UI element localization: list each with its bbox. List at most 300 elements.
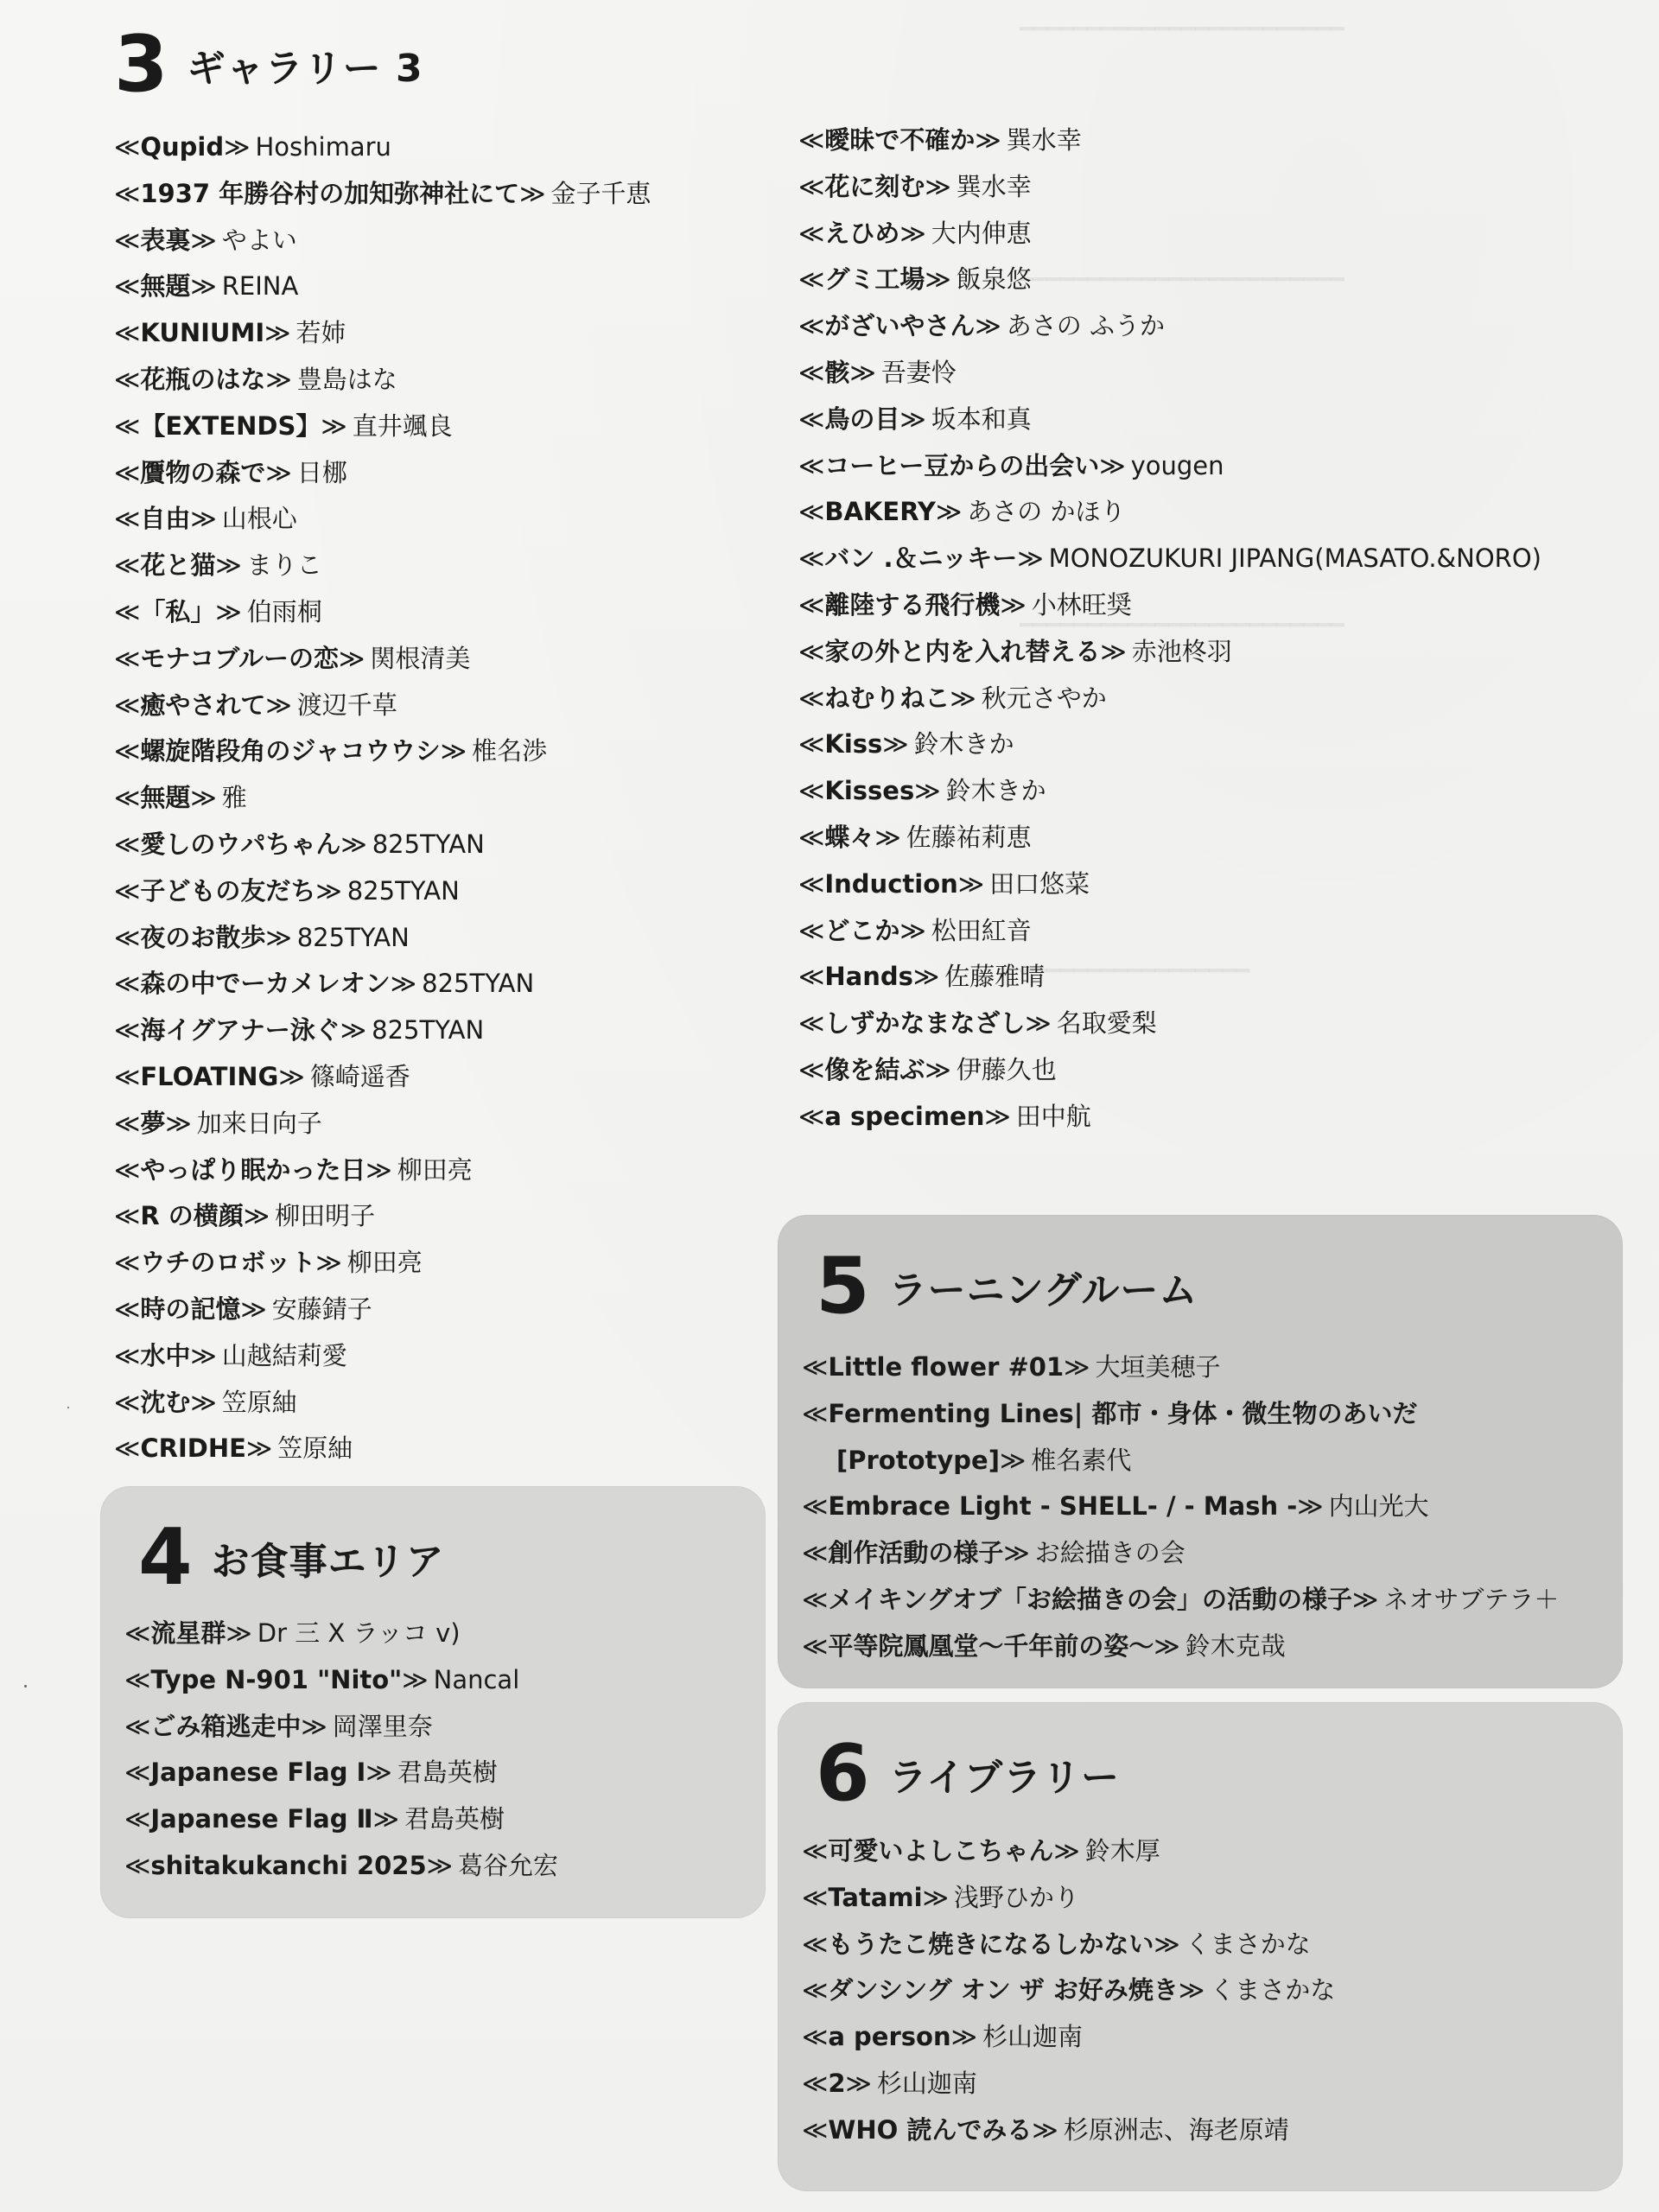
- artist-name: 椎名渉: [472, 736, 548, 766]
- close-bracket: ≫: [264, 318, 291, 348]
- work-title: もうたこ焼きになるしかない: [828, 1929, 1154, 1959]
- list-item: [802, 1577, 1559, 1624]
- gallery3-list-left: [114, 124, 652, 1472]
- open-bracket: ≪: [798, 1008, 825, 1039]
- open-bracket: ≪: [114, 1294, 141, 1324]
- open-bracket: ≪: [798, 311, 825, 341]
- open-bracket: ≪: [802, 1398, 829, 1428]
- artist-name: MONOZUKURI JIPANG(MASATO.&NORO): [1048, 543, 1541, 574]
- work-title: CRIDHE: [140, 1433, 246, 1464]
- list-item: [114, 1333, 652, 1380]
- artist-name: 鈴木厚: [1084, 1836, 1160, 1866]
- list-item: [114, 124, 652, 171]
- work-title: shitakukanchi 2025: [150, 1850, 427, 1880]
- list-item: [798, 303, 1541, 350]
- list-item: [114, 1380, 652, 1427]
- section-title: お食事エリア: [211, 1540, 445, 1584]
- list-item: [802, 1875, 1335, 1922]
- close-bracket: ≫: [301, 1711, 327, 1741]
- close-bracket: ≫: [1297, 1491, 1324, 1522]
- list-item: [798, 768, 1541, 815]
- work-title: Hands: [824, 962, 913, 992]
- work-title: BAKERY: [824, 497, 936, 527]
- section-number: 6: [816, 1728, 870, 1819]
- artist-name: 岡澤里奈: [332, 1711, 433, 1741]
- open-bracket: ≪: [802, 1836, 829, 1866]
- artist-name: 田口悠菜: [989, 868, 1090, 899]
- work-title: 鳥の目: [824, 404, 900, 434]
- artist-name: くまさかな: [1185, 1929, 1311, 1959]
- list-item: [114, 1054, 652, 1101]
- close-bracket: ≫: [925, 171, 951, 201]
- list-item: [124, 1611, 558, 1657]
- work-title: 夢: [140, 1108, 166, 1138]
- artist-name: 赤池柊羽: [1131, 636, 1232, 666]
- list-item: [114, 310, 652, 357]
- list-item: [114, 961, 652, 1007]
- open-bracket: ≪: [798, 776, 825, 806]
- work-title: 花と猫: [140, 550, 216, 581]
- artist-name: 飯泉悠: [956, 264, 1032, 295]
- close-bracket: ≫: [1064, 1352, 1090, 1382]
- open-bracket: ≪: [802, 1352, 829, 1382]
- work-title: 癒やされて: [140, 690, 266, 720]
- work-title: 家の外と内を入れ替える: [824, 636, 1101, 666]
- open-bracket: ≪: [798, 357, 825, 387]
- work-title: 花に刻む: [824, 171, 925, 201]
- learning-panel: [778, 1215, 1623, 1688]
- open-bracket: ≪: [798, 497, 825, 527]
- work-title: WHO 読んでみる: [828, 2114, 1033, 2145]
- list-item: [802, 1624, 1559, 1670]
- artist-name: ネオサブテラ＋: [1383, 1584, 1560, 1614]
- artist-name: 825TYAN: [346, 875, 460, 906]
- artist-name: 825TYAN: [372, 829, 485, 859]
- learning-header: [816, 1241, 1198, 1332]
- close-bracket: ≫: [365, 1758, 392, 1788]
- artist-name: 渡辺千草: [296, 690, 397, 720]
- list-item: [798, 1094, 1541, 1141]
- section-number: 3: [114, 19, 168, 110]
- work-title: 自由: [140, 504, 191, 534]
- work-title: KUNIUMI: [140, 318, 265, 348]
- close-bracket: ≫: [1099, 450, 1126, 480]
- artist-name: あさの かほり: [967, 497, 1126, 527]
- list-item: [114, 1287, 652, 1333]
- work-title: Fermenting Lines| 都市・身体・微生物のあいだ: [828, 1398, 1418, 1428]
- work-title-continued: [Prototype]: [836, 1445, 1000, 1475]
- open-bracket: ≪: [802, 2114, 829, 2145]
- open-bracket: ≪: [798, 125, 825, 155]
- library-list: [802, 1828, 1335, 2154]
- close-bracket: ≫: [190, 783, 217, 813]
- open-bracket: ≪: [114, 225, 141, 255]
- list-item: [114, 357, 652, 404]
- work-title: ウチのロボット: [140, 1248, 316, 1278]
- open-bracket: ≪: [114, 1433, 141, 1464]
- artist-name: 825TYAN: [422, 969, 535, 999]
- open-bracket: ≪: [114, 364, 141, 394]
- close-bracket: ≫: [1352, 1584, 1379, 1614]
- close-bracket: ≫: [899, 218, 926, 248]
- open-bracket: ≪: [798, 1101, 825, 1131]
- work-title: 無題: [140, 271, 191, 302]
- close-bracket: ≫: [950, 683, 976, 713]
- work-title: 曖昧で不確か: [824, 125, 976, 155]
- work-title: 【EXTENDS】: [140, 410, 321, 441]
- open-bracket: ≪: [124, 1850, 151, 1880]
- open-bracket: ≪: [114, 596, 141, 626]
- open-bracket: ≪: [114, 783, 141, 813]
- work-title: えひめ: [824, 218, 900, 248]
- close-bracket: ≫: [278, 1061, 305, 1091]
- section-number: 4: [138, 1512, 193, 1603]
- close-bracket: ≫: [340, 829, 367, 859]
- list-item: [802, 2107, 1335, 2154]
- artist-name: まりこ: [246, 550, 322, 581]
- list-item: [114, 1147, 652, 1194]
- artist-name: Hoshimaru: [255, 132, 391, 162]
- open-bracket: ≪: [798, 218, 825, 248]
- list-item: [114, 1101, 652, 1147]
- open-bracket: ≪: [114, 643, 141, 673]
- close-bracket: ≫: [1100, 636, 1127, 666]
- artist-name: 大垣美穂子: [1095, 1352, 1221, 1382]
- show-through-decoration: ━━━━━━━━━━━━━━━━━: [1020, 958, 1250, 984]
- artist-name: 秋元さやか: [981, 683, 1107, 713]
- list-item: [114, 496, 652, 543]
- show-through-decoration: ━━━━━━━━━━━━━━━━━━━━━━━━: [1020, 267, 1344, 293]
- library-panel: [778, 1702, 1623, 2191]
- close-bracket: ≫: [1025, 1008, 1052, 1039]
- work-title: Kisses: [824, 776, 915, 806]
- dining-panel: [100, 1486, 766, 1918]
- artist-name: 日梛: [296, 457, 347, 487]
- artist-name: 鈴木克哉: [1185, 1630, 1286, 1661]
- list-item: [114, 1240, 652, 1287]
- list-item: [798, 582, 1541, 629]
- close-bracket: ≫: [984, 1101, 1011, 1131]
- work-title: 創作活動の様子: [828, 1538, 1004, 1568]
- artist-name: 君島英樹: [397, 1758, 498, 1788]
- close-bracket: ≫: [899, 404, 926, 434]
- close-bracket: ≫: [925, 1054, 951, 1084]
- open-bracket: ≪: [802, 1929, 829, 1959]
- list-item: [798, 536, 1541, 582]
- work-title: 「私」: [140, 596, 216, 626]
- artist-name: 田中航: [1015, 1101, 1091, 1131]
- list-item: [802, 1530, 1559, 1577]
- work-title: ダンシング オン ザ お好み焼き: [828, 1975, 1179, 2005]
- close-bracket: ≫: [925, 264, 951, 295]
- artist-name: 吾妻怜: [880, 357, 957, 387]
- artist-name: 雅: [221, 783, 247, 813]
- open-bracket: ≪: [114, 1061, 141, 1091]
- open-bracket: ≪: [114, 178, 141, 208]
- artist-name: 佐藤祐莉恵: [906, 822, 1032, 852]
- artist-name: 巽水幸: [956, 171, 1032, 201]
- list-item: [798, 257, 1541, 303]
- open-bracket: ≪: [114, 318, 141, 348]
- work-title: FLOATING: [140, 1061, 279, 1091]
- open-bracket: ≪: [802, 1882, 829, 1912]
- open-bracket: ≪: [798, 636, 825, 666]
- open-bracket: ≪: [114, 736, 141, 766]
- list-item: [798, 861, 1541, 908]
- artist-name: 杉原洲志、海老原靖: [1063, 2114, 1289, 2145]
- close-bracket: ≫: [1017, 543, 1044, 574]
- list-item: [802, 1828, 1335, 1875]
- open-bracket: ≪: [114, 132, 141, 162]
- open-bracket: ≪: [114, 1015, 141, 1046]
- list-item: [114, 728, 652, 775]
- close-bracket: ≫: [519, 178, 546, 208]
- section-title: ラーニングルーム: [888, 1268, 1198, 1313]
- artist-name: 巽水幸: [1006, 125, 1082, 155]
- list-item: [114, 775, 652, 822]
- close-bracket: ≫: [265, 922, 292, 952]
- show-through-decoration: ━━━━━━━━━━━━━━━━━━━━━━━━: [1020, 613, 1344, 639]
- open-bracket: ≪: [124, 1758, 151, 1788]
- open-bracket: ≪: [124, 1618, 151, 1648]
- work-title: 表裏: [140, 225, 191, 255]
- list-item: [114, 1007, 652, 1054]
- work-title: 離陸する飛行機: [824, 589, 1001, 620]
- work-title: Kiss: [824, 729, 883, 760]
- close-bracket: ≫: [190, 1340, 217, 1370]
- close-bracket: ≫: [190, 271, 217, 302]
- open-bracket: ≪: [114, 969, 141, 999]
- list-item: [802, 1967, 1335, 2014]
- work-title: R の横顔: [140, 1201, 244, 1231]
- close-bracket: ≫: [240, 1294, 267, 1324]
- artist-name: 坂本和真: [931, 404, 1032, 434]
- open-bracket: ≪: [798, 822, 825, 852]
- close-bracket: ≫: [899, 915, 926, 945]
- open-bracket: ≪: [124, 1664, 151, 1694]
- work-title: Embrace Light - SHELL- / - Mash -: [828, 1491, 1298, 1522]
- close-bracket: ≫: [372, 1804, 400, 1834]
- open-bracket: ≪: [114, 550, 141, 581]
- artist-name: 佐藤雅晴: [944, 962, 1046, 992]
- list-item: [798, 815, 1541, 861]
- open-bracket: ≪: [124, 1804, 151, 1834]
- artist-name: 山根心: [221, 504, 297, 534]
- list-item: [798, 350, 1541, 397]
- gallery3-list-right-wrapper: [798, 118, 1541, 1141]
- close-bracket: ≫: [1003, 1538, 1030, 1568]
- close-bracket: ≫: [315, 1248, 342, 1278]
- artist-name: 安藤錆子: [271, 1294, 372, 1324]
- work-title: a specimen: [824, 1101, 985, 1131]
- work-title: 夜のお散歩: [140, 922, 266, 952]
- list-item: [798, 1001, 1541, 1047]
- close-bracket: ≫: [339, 643, 365, 673]
- close-bracket: ≫: [265, 364, 292, 394]
- close-bracket: ≫: [245, 1433, 273, 1464]
- artist-name: 加来日向子: [196, 1108, 322, 1138]
- close-bracket: ≫: [224, 132, 251, 162]
- dining-list: [124, 1611, 558, 1890]
- artist-name: 825TYAN: [296, 922, 410, 952]
- list-item: [114, 404, 652, 450]
- library-header: [816, 1728, 1120, 1819]
- work-title: がざいやさん: [824, 311, 976, 341]
- close-bracket: ≫: [845, 2068, 872, 2098]
- list-item: [114, 264, 652, 310]
- paper-speck: [24, 1685, 27, 1688]
- list-item: [802, 2014, 1335, 2061]
- close-bracket: ≫: [390, 969, 417, 999]
- artist-name: 直井颯良: [352, 410, 453, 441]
- open-bracket: ≪: [114, 504, 141, 534]
- work-title: Induction: [824, 868, 958, 899]
- close-bracket: ≫: [365, 1154, 392, 1185]
- close-bracket: ≫: [922, 1882, 949, 1912]
- artist-name: yougen: [1130, 450, 1224, 480]
- open-bracket: ≪: [114, 1154, 141, 1185]
- open-bracket: ≪: [114, 271, 141, 302]
- work-title: 平等院鳳凰堂〜千年前の姿〜: [828, 1630, 1154, 1661]
- close-bracket: ≫: [215, 596, 242, 626]
- open-bracket: ≪: [114, 410, 141, 441]
- artist-name: 葛谷允宏: [458, 1850, 559, 1880]
- section-number: 5: [816, 1241, 870, 1332]
- list-item: [124, 1750, 558, 1796]
- work-title: 贋物の森で: [140, 457, 266, 487]
- artist-name: 椎名素代: [1031, 1445, 1132, 1475]
- work-title: 螺旋階段角のジャコウウシ: [140, 736, 441, 766]
- work-title: 2: [828, 2068, 846, 2098]
- paper-speck: [67, 1407, 69, 1408]
- artist-name: 杉山迦南: [982, 2022, 1083, 2052]
- artist-name: 篠崎遥香: [309, 1061, 410, 1091]
- list-item: [114, 171, 652, 218]
- work-title: Type N-901 "Nito": [150, 1664, 403, 1694]
- artist-name: 柳田明子: [275, 1201, 376, 1231]
- work-title: ごみ箱逃走中: [150, 1711, 302, 1741]
- list-item: [802, 1484, 1559, 1530]
- artist-name: 関根清美: [370, 643, 471, 673]
- close-bracket: ≫: [1154, 1929, 1180, 1959]
- work-title: グミ工場: [824, 264, 925, 295]
- gallery3-list-right: [798, 118, 1541, 1141]
- work-title: モナコブルーの恋: [140, 643, 340, 673]
- work-title: やっぱり眠かった日: [140, 1154, 366, 1185]
- close-bracket: ≫: [1178, 1975, 1205, 2005]
- artist-name: 松田紅音: [931, 915, 1032, 945]
- work-title: 水中: [140, 1340, 191, 1370]
- work-title: 流星群: [150, 1618, 226, 1648]
- work-title: ねむりねこ: [824, 683, 950, 713]
- open-bracket: ≪: [798, 915, 825, 945]
- open-bracket: ≪: [114, 922, 141, 952]
- open-bracket: ≪: [802, 1975, 829, 2005]
- open-bracket: ≪: [114, 829, 141, 859]
- close-bracket: ≫: [265, 690, 292, 720]
- gallery3-header: [114, 19, 652, 110]
- open-bracket: ≪: [802, 2068, 829, 2098]
- work-title: 可愛いよしこちゃん: [828, 1836, 1054, 1866]
- list-item: [798, 489, 1541, 536]
- work-title: 像を結ぶ: [824, 1054, 925, 1084]
- close-bracket: ≫: [874, 822, 901, 852]
- work-title: 1937 年勝谷村の加知弥神社にて: [140, 178, 520, 208]
- list-item: [124, 1657, 558, 1704]
- artist-name: お絵描きの会: [1034, 1538, 1185, 1568]
- open-bracket: ≪: [114, 1108, 141, 1138]
- artist-name: 825TYAN: [372, 1015, 485, 1046]
- list-item: [114, 589, 652, 636]
- open-bracket: ≪: [798, 171, 825, 201]
- close-bracket: ≫: [190, 504, 217, 534]
- close-bracket: ≫: [950, 2022, 977, 2052]
- close-bracket: ≫: [315, 875, 342, 906]
- artist-name: 名取愛梨: [1056, 1008, 1157, 1039]
- open-bracket: ≪: [114, 1248, 141, 1278]
- list-item: [798, 908, 1541, 955]
- artist-name: 柳田亮: [346, 1248, 423, 1278]
- open-bracket: ≪: [114, 1387, 141, 1417]
- artist-name: 若姉: [296, 318, 346, 348]
- list-item-continued: [802, 1438, 1559, 1484]
- list-item: [798, 629, 1541, 676]
- work-title: どこか: [824, 915, 900, 945]
- list-item: [114, 822, 652, 868]
- open-bracket: ≪: [798, 729, 825, 760]
- work-title: Japanese Flag Ⅱ: [150, 1804, 373, 1834]
- section-title: ライブラリー: [888, 1756, 1120, 1800]
- work-title: バン .＆ニッキー: [824, 543, 1018, 574]
- artist-name: Nancal: [433, 1664, 520, 1694]
- work-title: 骸: [824, 357, 850, 387]
- close-bracket: ≫: [321, 410, 347, 441]
- artist-name: 豊島はな: [296, 364, 397, 394]
- work-title: 森の中でーカメレオン: [140, 969, 391, 999]
- work-title: 時の記憶: [140, 1294, 241, 1324]
- close-bracket: ≫: [914, 776, 941, 806]
- close-bracket: ≫: [1154, 1630, 1180, 1661]
- list-item: [802, 1344, 1559, 1391]
- work-title: 子どもの友だち: [140, 875, 316, 906]
- artist-name: 鈴木きか: [913, 729, 1014, 760]
- artist-name: やよい: [221, 225, 297, 255]
- open-bracket: ≪: [114, 1201, 141, 1231]
- open-bracket: ≪: [798, 683, 825, 713]
- work-title: 愛しのウパちゃん: [140, 829, 341, 859]
- close-bracket: ≫: [1032, 2114, 1058, 2145]
- close-bracket: ≫: [340, 1015, 367, 1046]
- artist-name: 杉山迦南: [876, 2068, 977, 2098]
- artist-name: 小林旺奨: [1031, 589, 1132, 620]
- open-bracket: ≪: [798, 868, 825, 899]
- list-item: [798, 211, 1541, 257]
- work-title: 蝶々: [824, 822, 875, 852]
- close-bracket: ≫: [440, 736, 467, 766]
- artist-name: 君島英樹: [404, 1804, 505, 1834]
- gallery3-section: [114, 19, 652, 1472]
- list-item: [114, 636, 652, 683]
- close-bracket: ≫: [957, 868, 985, 899]
- close-bracket: ≫: [1000, 589, 1027, 620]
- open-bracket: ≪: [114, 1340, 141, 1370]
- work-title: 沈む: [140, 1387, 191, 1417]
- close-bracket: ≫: [849, 357, 876, 387]
- open-bracket: ≪: [798, 543, 825, 574]
- open-bracket: ≪: [802, 1491, 829, 1522]
- close-bracket: ≫: [265, 457, 292, 487]
- show-through-decoration: ━━━━━━━━━━━━━━━━━━━━━━━━: [1020, 16, 1344, 42]
